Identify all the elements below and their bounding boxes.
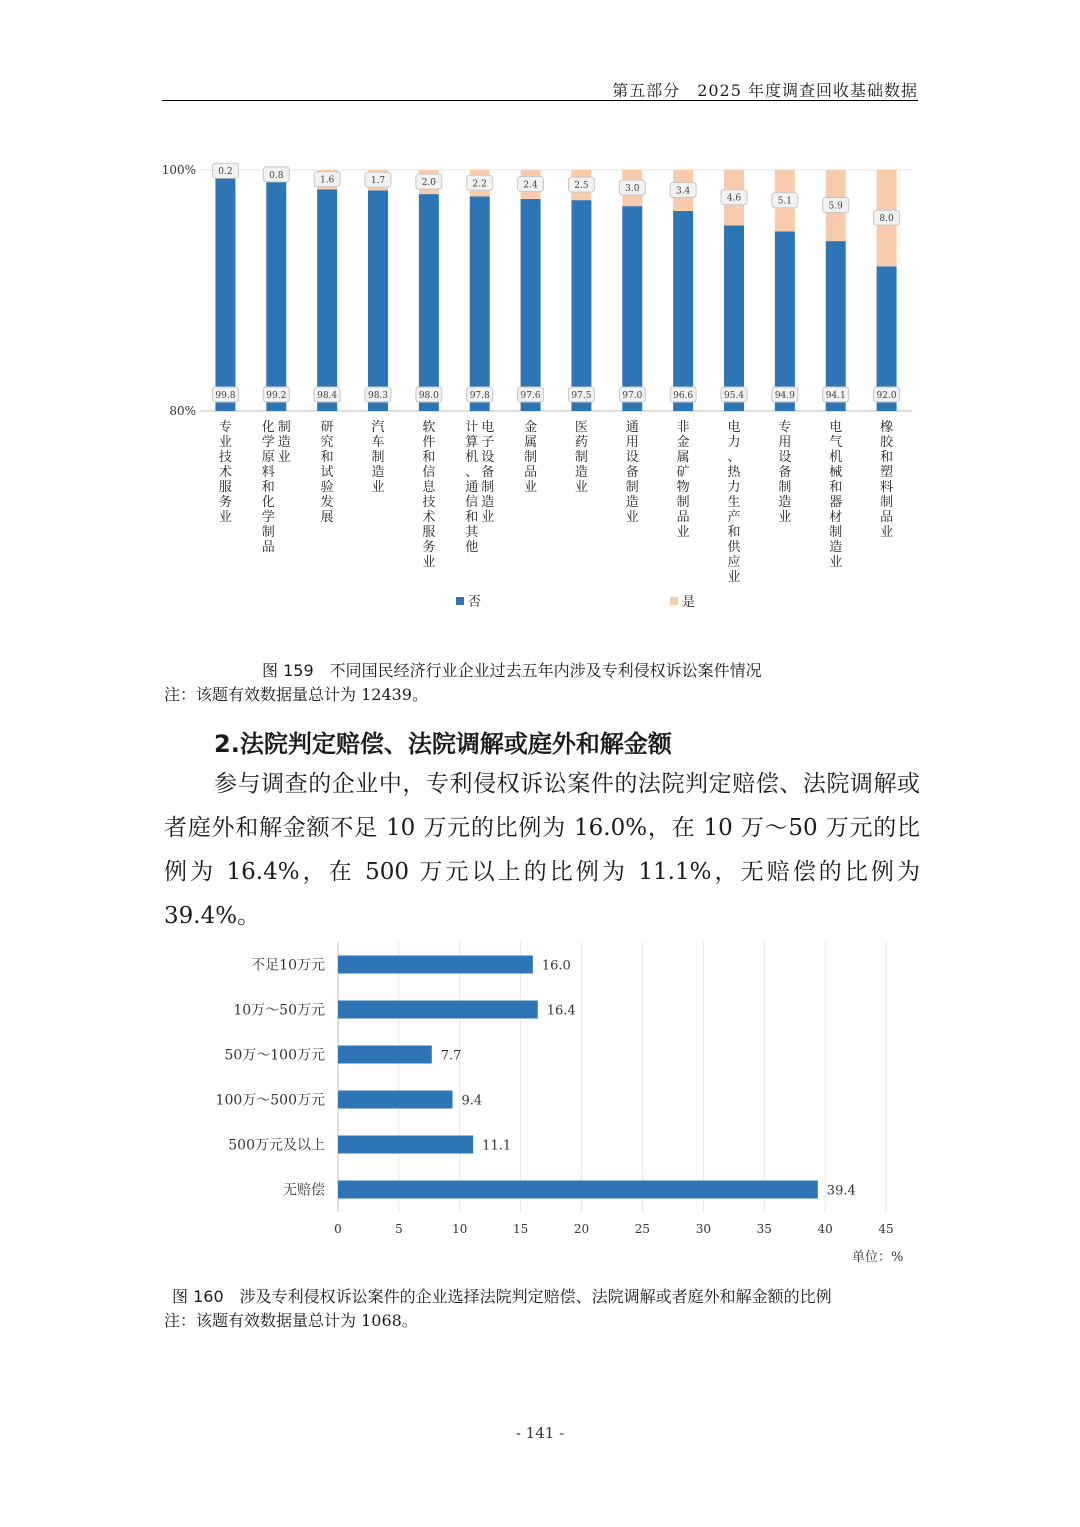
- bar: [338, 1046, 432, 1064]
- category-label: 业: [218, 435, 232, 450]
- category-label: 备: [778, 465, 792, 480]
- data-label-yes: 5.1: [777, 196, 793, 207]
- category-label: 业: [676, 525, 690, 540]
- x-tick-label: 30: [695, 1222, 711, 1236]
- x-tick-label: 25: [634, 1222, 651, 1236]
- category-label: 原: [261, 450, 275, 465]
- category-label: 热: [727, 465, 741, 480]
- category-label: 术: [422, 510, 436, 525]
- category-label: 业: [218, 510, 232, 525]
- category-label: 电: [829, 420, 843, 435]
- category-label: 发: [320, 495, 334, 510]
- bar-segment-no: [521, 199, 541, 411]
- bar: [338, 956, 533, 974]
- category-label: 造: [778, 495, 792, 510]
- data-label: 39.4: [826, 1183, 856, 1199]
- bar: [338, 1181, 818, 1199]
- data-label-no: 98.3: [367, 391, 389, 401]
- category-label: 制: [625, 480, 639, 495]
- category-label: 业: [880, 525, 894, 540]
- category-label: 研: [320, 420, 334, 435]
- x-tick-label: 40: [817, 1222, 833, 1236]
- category-label: 药: [574, 435, 588, 450]
- data-label: 11.1: [482, 1138, 512, 1154]
- category-label: 学: [261, 435, 275, 450]
- category-label: 力: [727, 480, 741, 495]
- category-label: 信: [422, 465, 436, 480]
- data-label-no: 97.0: [622, 391, 643, 401]
- category-label: 制: [829, 525, 843, 540]
- category-label: 软: [422, 420, 436, 435]
- figure160-note: 注：该题有效数据量总计为 1068。: [164, 1311, 418, 1330]
- category-label: 服: [422, 525, 436, 540]
- data-label-no: 99.8: [215, 391, 236, 401]
- category-label: 业: [727, 570, 741, 585]
- data-label-yes: 2.4: [523, 180, 538, 191]
- category-label: 息: [422, 480, 436, 495]
- category-label: 通: [465, 480, 479, 495]
- data-label-yes: 0.8: [269, 170, 284, 181]
- category-label: 设: [481, 450, 495, 465]
- header-rule: [162, 100, 918, 101]
- x-tick-label: 15: [513, 1222, 529, 1236]
- category-label: 非: [676, 420, 690, 435]
- category-label: 和: [727, 525, 741, 540]
- legend-swatch-no: [456, 597, 464, 605]
- category-label: 供: [727, 540, 741, 555]
- category-label: 业: [371, 480, 385, 495]
- category-label: 制: [880, 495, 894, 510]
- category-label: 制: [261, 525, 275, 540]
- category-label: 和: [880, 450, 894, 465]
- category-label: 10万～50万元: [233, 1002, 325, 1019]
- figure160-chart: [160, 935, 930, 1270]
- category-label: 品: [880, 510, 894, 525]
- x-tick-label: 10: [452, 1222, 468, 1236]
- category-label: 制: [778, 480, 792, 495]
- category-label: 计: [465, 420, 479, 435]
- category-label: 制: [524, 450, 538, 465]
- category-label: 专: [218, 420, 232, 435]
- category-label: 材: [829, 510, 843, 525]
- category-label: 技: [422, 495, 436, 510]
- category-label: 气: [829, 435, 843, 450]
- x-tick-label: 35: [756, 1222, 772, 1236]
- category-label: 产: [727, 510, 741, 525]
- legend-swatch-yes: [670, 597, 678, 605]
- category-label: 设: [625, 450, 639, 465]
- bar-segment-no: [775, 231, 795, 411]
- category-label: 和: [422, 450, 436, 465]
- data-label-no: 99.2: [266, 391, 287, 401]
- data-label-yes: 3.0: [625, 184, 640, 195]
- category-label: 料: [880, 480, 894, 495]
- category-label: 业: [829, 555, 843, 570]
- category-label: 金: [676, 435, 690, 450]
- category-label: 机: [829, 450, 843, 465]
- category-label: 无赔偿: [283, 1182, 325, 1199]
- data-label: 9.4: [461, 1093, 483, 1109]
- category-label: 造: [481, 495, 495, 510]
- bar-segment-no: [673, 211, 693, 411]
- category-label: 业: [574, 480, 588, 495]
- legend-label-yes: 是: [682, 595, 696, 610]
- data-label-no: 98.0: [418, 391, 439, 401]
- y-tick-label: 80%: [169, 404, 196, 418]
- data-label: 16.4: [546, 1003, 576, 1019]
- category-label: 通: [625, 420, 639, 435]
- figure160-unit: 单位：%: [852, 1250, 904, 1265]
- bar-segment-no: [622, 206, 642, 411]
- data-label-yes: 1.7: [370, 176, 386, 187]
- category-label: 电: [481, 420, 495, 435]
- category-label: 机: [465, 450, 479, 465]
- data-label-no: 94.9: [774, 391, 795, 401]
- category-label: 算: [465, 435, 479, 450]
- category-label: 信: [465, 495, 479, 510]
- category-label: 业: [422, 555, 436, 570]
- category-label: 备: [625, 465, 639, 480]
- category-label: 专: [778, 420, 792, 435]
- category-label: 业: [481, 510, 495, 525]
- body-paragraph: 参与调查的企业中，专利侵权诉讼案件的法院判定赔偿、法院调解或者庭外和解金额不足 10 万元的比例为 16.0%，在 10 万～50 万元的比例为 16.4%，在 500 万元以上的比例为 11.1%，无赔偿的比例为 39.4%。: [164, 771, 920, 929]
- category-label: 试: [320, 465, 334, 480]
- category-label: 械: [829, 465, 843, 480]
- category-label: 胶: [880, 435, 894, 450]
- category-label: 和: [320, 450, 334, 465]
- category-label: 电: [727, 420, 741, 435]
- bar-segment-no: [317, 189, 337, 411]
- category-label: 制: [676, 495, 690, 510]
- bar: [338, 1091, 452, 1109]
- data-label-yes: 3.4: [675, 186, 691, 197]
- category-label: 造: [574, 465, 588, 480]
- bar-segment-no: [470, 197, 490, 411]
- category-label: 汽: [371, 420, 385, 435]
- category-label: 子: [481, 435, 495, 450]
- data-label-no: 92.0: [876, 391, 897, 401]
- category-label: 制: [371, 450, 385, 465]
- category-label: 品: [524, 465, 538, 480]
- bar-segment-no: [826, 241, 846, 411]
- category-label: 和: [829, 480, 843, 495]
- category-label: 不足10万元: [251, 957, 325, 974]
- bar-segment-no: [266, 180, 286, 411]
- bar-segment-no: [571, 200, 591, 411]
- category-label: 橡: [880, 420, 894, 435]
- category-label: 服: [218, 480, 232, 495]
- data-label-no: 97.5: [571, 391, 592, 401]
- category-label: 和: [261, 480, 275, 495]
- bar-segment-no: [368, 190, 388, 411]
- category-label: 究: [320, 435, 334, 450]
- category-label: 车: [371, 435, 385, 450]
- bar-segment-no: [215, 172, 235, 411]
- section-heading: 2.法院判定赔偿、法院调解或庭外和解金额: [214, 730, 672, 758]
- data-label-no: 97.8: [469, 391, 490, 401]
- data-label-no: 98.4: [317, 391, 338, 401]
- data-label: 16.0: [541, 958, 571, 974]
- category-label: 品: [676, 510, 690, 525]
- figure159-chart: [160, 150, 930, 620]
- bar-segment-no: [419, 194, 439, 411]
- category-label: 矿: [676, 465, 690, 480]
- category-label: 用: [625, 435, 639, 450]
- figure159-caption: 图 159 不同国民经济行业企业过去五年内涉及专利侵权诉讼案件情况: [262, 661, 762, 680]
- category-label: 件: [422, 435, 436, 450]
- category-label: 用: [778, 435, 792, 450]
- data-label: 7.7: [440, 1048, 462, 1064]
- category-label: 务: [218, 495, 232, 510]
- category-label: 造: [625, 495, 639, 510]
- category-label: 术: [218, 465, 232, 480]
- data-label-no: 97.6: [520, 391, 541, 401]
- category-label: 属: [676, 450, 690, 465]
- category-label: 、: [727, 450, 741, 465]
- category-label: 器: [829, 495, 843, 510]
- page-number: - 141 -: [515, 1424, 565, 1442]
- x-tick-label: 45: [878, 1222, 894, 1236]
- category-label: 展: [320, 510, 334, 525]
- data-label-no: 95.4: [723, 391, 745, 401]
- x-tick-label: 0: [334, 1222, 342, 1236]
- category-label: 塑: [880, 465, 894, 480]
- category-label: 力: [727, 435, 741, 450]
- x-tick-label: 5: [395, 1222, 403, 1236]
- category-label: 业: [524, 480, 538, 495]
- data-label-yes: 5.9: [828, 201, 843, 212]
- category-label: 应: [727, 555, 741, 570]
- data-label-yes: 2.2: [472, 179, 487, 190]
- category-label: 业: [277, 450, 291, 465]
- data-label-yes: 4.6: [726, 193, 742, 204]
- category-label: 属: [524, 435, 538, 450]
- running-header: 第五部分 2025 年度调查回收基础数据: [612, 81, 918, 100]
- legend-label-no: 否: [468, 595, 482, 610]
- category-label: 50万～100万元: [224, 1047, 325, 1064]
- category-label: 生: [727, 495, 741, 510]
- data-label-yes: 0.2: [218, 167, 233, 178]
- category-label: 造: [277, 435, 291, 450]
- category-label: 学: [261, 510, 275, 525]
- x-tick-label: 20: [573, 1222, 590, 1236]
- category-label: 业: [625, 510, 639, 525]
- category-label: 物: [676, 480, 690, 495]
- data-label-no: 96.6: [673, 391, 694, 401]
- category-label: 他: [465, 540, 479, 555]
- category-label: 务: [422, 540, 436, 555]
- bar: [338, 1001, 538, 1019]
- category-label: 和: [465, 510, 479, 525]
- data-label-yes: 2.0: [421, 178, 437, 189]
- figure160-caption: 图 160 涉及专利侵权诉讼案件的企业选择法院判定赔偿、法院调解或者庭外和解金额的比例: [172, 1287, 832, 1306]
- data-label-yes: 1.6: [319, 175, 335, 186]
- bar-segment-no: [724, 225, 744, 411]
- bar: [338, 1136, 473, 1154]
- category-label: 制: [481, 480, 495, 495]
- category-label: 料: [261, 465, 275, 480]
- data-label-no: 94.1: [825, 391, 846, 401]
- category-label: 医: [574, 420, 588, 435]
- category-label: 、: [465, 465, 479, 480]
- data-label-yes: 2.5: [574, 181, 589, 192]
- category-label: 其: [465, 525, 479, 540]
- category-label: 500万元及以上: [228, 1137, 325, 1154]
- category-label: 备: [481, 465, 495, 480]
- category-label: 造: [829, 540, 843, 555]
- category-label: 技: [218, 450, 232, 465]
- category-label: 化: [261, 495, 275, 510]
- category-label: 验: [320, 480, 334, 495]
- figure159-note: 注：该题有效数据量总计为 12439。: [164, 685, 428, 704]
- category-label: 设: [778, 450, 792, 465]
- category-label: 业: [778, 510, 792, 525]
- category-label: 100万～500万元: [215, 1092, 325, 1109]
- category-label: 金: [524, 420, 538, 435]
- category-label: 制: [574, 450, 588, 465]
- y-tick-label: 100%: [161, 163, 196, 177]
- category-label: 制: [277, 420, 291, 435]
- data-label-yes: 8.0: [879, 214, 894, 225]
- category-label: 化: [261, 420, 275, 435]
- category-label: 品: [261, 540, 275, 555]
- category-label: 造: [371, 465, 385, 480]
